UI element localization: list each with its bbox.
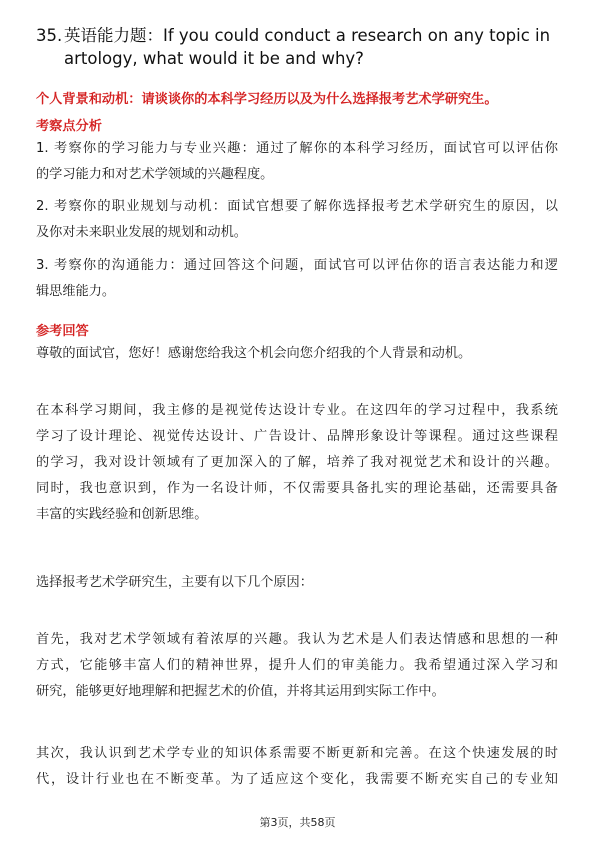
answer-paragraph-2	[36, 398, 558, 528]
text-line: 及你对未来职业发展的规划和动机。	[36, 225, 247, 240]
text-line: 的学习能力和对艺术学领域的兴趣程度。	[36, 167, 274, 182]
text-line: 首先，我对艺术学领域有着浓厚的兴趣。我认为艺术是人们表达情感和思想的一种	[36, 632, 558, 647]
text-line: 尊敬的面试官，您好！感谢您给我这个机会向您介绍我的个人背景和动机。	[36, 346, 472, 361]
text-line: 其次，我认识到艺术学专业的知识体系需要不断更新和完善。在这个快速发展的时	[36, 746, 558, 761]
text-line: 3. 考察你的沟通能力：通过回答这个问题，面试官可以评估你的语言表达能力和逻	[36, 258, 558, 273]
analysis-point-2	[36, 194, 558, 246]
text-line: 选择报考艺术学研究生，主要有以下几个原因：	[36, 575, 313, 590]
text-line: 1. 考察你的学习能力与专业兴趣：通过了解你的本科学习经历，面试官可以评估你	[36, 141, 558, 156]
question-line-2: artology, what would it be and why?	[64, 49, 364, 68]
text-line: 同时，我也意识到，作为一名设计师，不仅需要具备扎实的理论基础，还需要具备	[36, 481, 558, 496]
text-line: 辑思维能力。	[36, 284, 116, 299]
question-line-1: 英语能力题：If you could conduct a research on any topic in	[64, 26, 551, 45]
page-footer: 第3页，共58页	[259, 816, 336, 829]
question-number: 35.	[36, 26, 63, 45]
text-line: 在本科学习期间，我主修的是视觉传达设计专业。在这四年的学习过程中，我系统	[36, 403, 558, 418]
analysis-point-1	[36, 136, 558, 188]
answer-paragraph-4	[36, 627, 558, 705]
answer-paragraph-5	[36, 741, 558, 793]
text-line: 丰富的实践经验和创新思维。	[36, 507, 208, 522]
text-line: 研究，能够更好地理解和把握艺术的价值，并将其运用到实际工作中。	[36, 684, 445, 699]
text-line: 代，设计行业也在不断变革。为了适应这个变化，我需要不断充实自己的专业知	[36, 772, 558, 787]
answer-heading: 参考回答	[36, 324, 89, 339]
answer-paragraph-1	[36, 341, 558, 367]
text-line: 2. 考察你的职业规划与动机：面试官想要了解你选择报考艺术学研究生的原因，以	[36, 199, 558, 214]
prompt-heading: 个人背景和动机：请谈谈你的本科学习经历以及为什么选择报考艺术学研究生。	[36, 92, 498, 107]
analysis-heading: 考察点分析	[36, 119, 102, 134]
answer-paragraph-3	[36, 570, 558, 596]
text-line: 学习了设计理论、视觉传达设计、广告设计、品牌形象设计等课程。通过这些课程	[36, 429, 558, 444]
analysis-point-3	[36, 253, 558, 305]
question-title	[36, 24, 566, 70]
text-line: 的学习，我对设计领域有了更加深入的了解，培养了我对视觉艺术和设计的兴趣。	[36, 455, 558, 470]
text-line: 方式，它能够丰富人们的精神世界，提升人们的审美能力。我希望通过深入学习和	[36, 658, 558, 673]
